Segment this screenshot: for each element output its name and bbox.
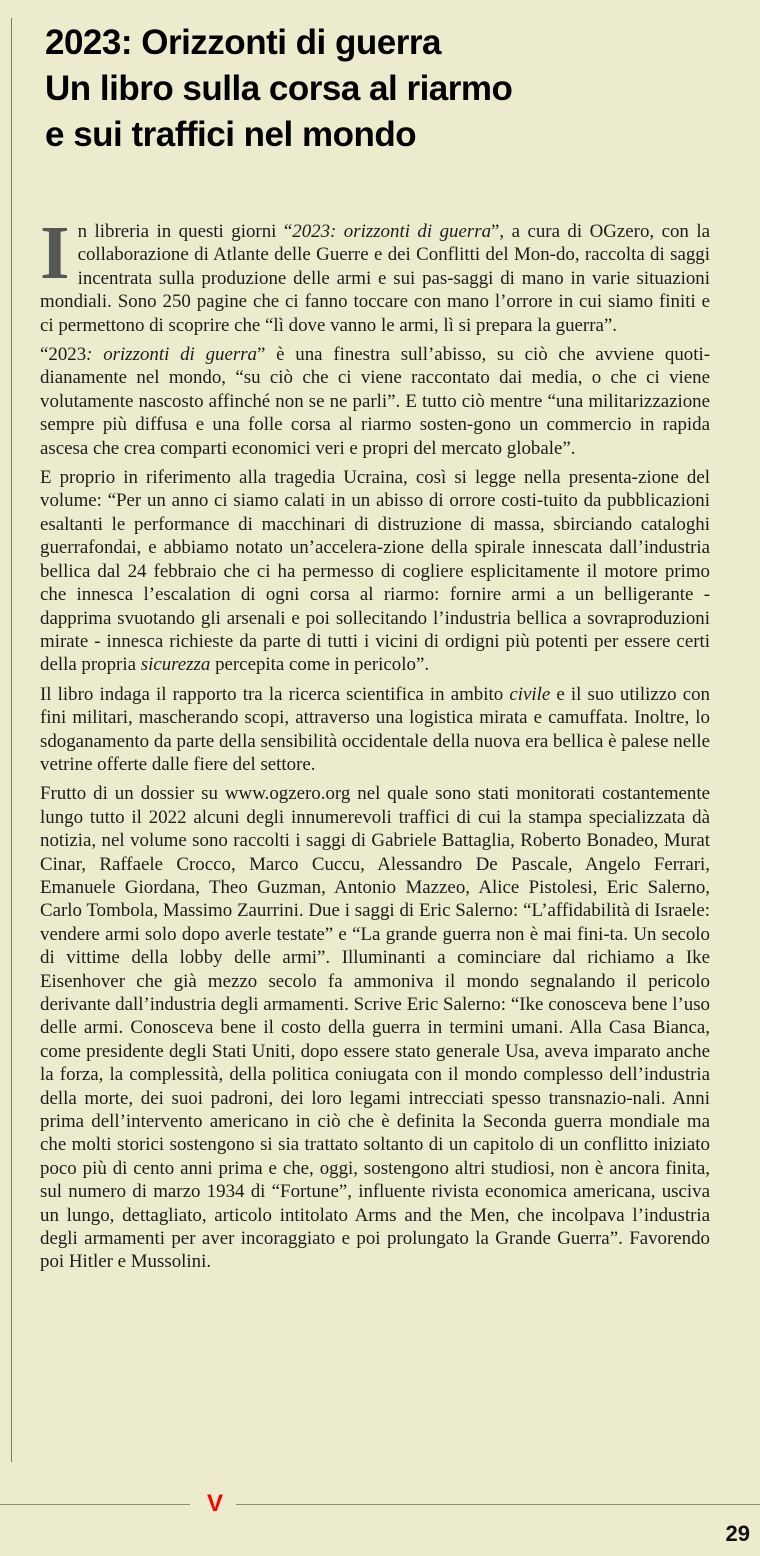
paragraph-2 — [40, 343, 710, 460]
paragraph-4 — [40, 683, 710, 777]
headline-line-1: 2023: Orizzonti di guerra — [45, 23, 441, 62]
paragraph-1-text-b: ”, a cura di OGzero, con la collaborazione di Atlante delle Guerre e dei Conflitti del Mon-do, raccolta di saggi incentrata sulla produzione delle armi e sui pas-saggi di mano in varie situazioni mondiali. Sono 250 pagine che ci fanno toccare con mano l’orrore in cui siamo finiti e ci permettono di scoprire che “lì dove vanno le armi, lì si prepara la guerra”. — [40, 221, 710, 336]
book-title-italic: : orizzonti di guerra — [86, 344, 257, 366]
paragraph-4-text-b: e il suo utilizzo con fini militari, mascherando scopi, attraverso una logistica mirata e camuffata. Inoltre, lo sdoganamento da parte della sensibilità occidentale della nuova era bellica è palese nelle vetrine offerte dalle fiere del settore. — [40, 683, 710, 775]
footer-rule-left — [0, 1504, 190, 1505]
paragraph-5: Frutto di un dossier su www.ogzero.org nel quale sono stati monitorati costantemente lungo tutto il 2022 alcuni degli innumerevoli traffici di cui la stampa specializzata dà notizia, nel volume sono raccolti i saggi di Gabriele Battaglia, Roberto Bonadeo, Murat Cinar, Raffaele Crocco, Marco Cuccu, Alessandro De Pascale, Angelo Ferrari, Emanuele Giordana, Theo Guzman, Antonio Mazzeo, Alice Pistolesi, Eric Salerno, Carlo Tombola, Massimo Zaurrini. Due i saggi di Eric Salerno: “L’affidabilità di Israele: vendere armi solo dopo averle testate” e “La grande guerra non è mai fini-ta. Un secolo di vittime della lobby delle armi”. Illuminanti a cominciare dal richiamo a Ike Eisenhover che già mezzo secolo fa ammoniva il mondo segnalando il pericolo derivante dall’industria degli armamenti. Scrive Eric Salerno: “Ike conosceva bene l’uso delle armi. Conosceva bene il costo della guerra in termini umani. Alla Casa Bianca, come presidente degli Stati Uniti, dopo essere stato generale Usa, aveva imparato anche la forza, la complessità, della politica coniugata con il mondo complesso dell’industria della morte, dei suoi padroni, dei loro legami intrecciati spesso transnazio-nali. Anni prima dell’intervento americano in ciò che è definita la Seconda guerra mondiale ma che molti storici sostengono si sia trattato soltanto di un capitolo di un conflitto iniziato poco più di cento anni prima e che, oggi, sostengono altri studiosi, non è ancora finita, sul numero di marzo 1934 di “Fortune”, influente rivista economica americana, usciva un lungo, dettagliato, articolo intitolato Arms and the Men, che incolpava l’industria degli armamenti per aver incoraggiato e poi prolungato la Grande Guerra”. Favorendo poi Hitler e Mussolini. — [40, 783, 710, 1273]
italic-word: sicurezza — [140, 654, 211, 676]
paragraph-3-text-b: percepita come in pericolo”. — [210, 654, 430, 676]
headline-line-3: e sui traffici nel mondo — [45, 115, 417, 154]
italic-word: civile — [509, 683, 551, 705]
page-number: 29 — [725, 1521, 750, 1546]
headline — [45, 20, 745, 158]
paragraph-2-text-a: “2023 — [40, 344, 87, 366]
paragraph-1-text-a: n libreria in questi giorni “ — [77, 221, 293, 242]
left-vertical-rule — [11, 18, 12, 1462]
headline-line-2: Un libro sulla corsa al riarmo — [45, 69, 513, 108]
footer-rule-right — [236, 1504, 760, 1505]
paragraph-3 — [40, 466, 710, 677]
drop-cap: I — [40, 211, 70, 295]
paragraph-4-text-a: Il libro indaga il rapporto tra la ricerca scientifica in ambito — [40, 683, 510, 705]
magazine-logo: V — [206, 1490, 223, 1517]
book-title-italic: 2023: orizzonti di guerra — [292, 221, 492, 242]
paragraph-2-text-b: ” è una finestra sull’abisso, su ciò che avviene quoti-dianamente nel mondo, “su ciò che ci viene raccontato dai media, o che ci viene volutamente nascosto affinché non se ne parli”. E tutto ciò mentre “una militarizzazione sempre più diffusa e una folle corsa al riarmo sosten-gono un commercio in rapida ascesa che crea comparti economici veri e propri del mercato globale”. — [40, 344, 710, 459]
paragraph-3-text-a: E proprio in riferimento alla tragedia Ucraina, così si legge nella presenta-zione del volume: “Per un anno ci siamo calati in un abisso di orrore costi-tuito da pubblicazioni esaltanti le performance di macchinari di distruzione di massa, sbirciando cataloghi guerrafondai, e abbiamo notato un’accelera-zione della spirale innescata dall’industria bellica dal 24 febbraio che ci ha permesso di cogliere esplicitamente il motore primo che innesca l’escalation di ogni corsa al riarmo: fornire armi a un belligerante - dapprima svuotando gli arsenali e poi sollecitando l’industria bellica a sovraproduzioni mirate - innesca richieste da parte di tutti i vicini di ordigni più potenti per essere certi della propria — [40, 467, 710, 676]
paragraph-1 — [40, 211, 710, 337]
article-body — [40, 211, 710, 1280]
